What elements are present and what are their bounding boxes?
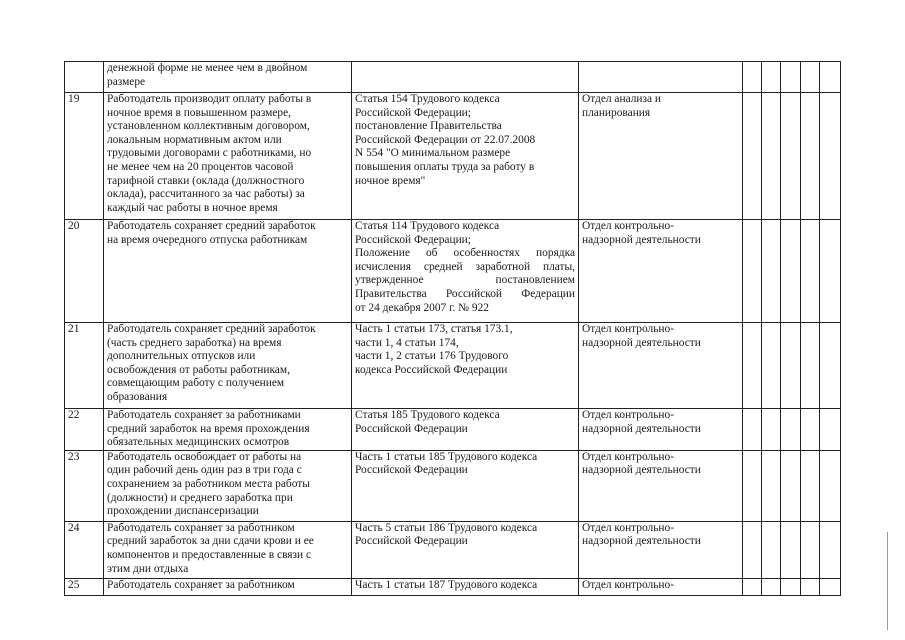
text-line: повышения оплаты труда за работу в — [355, 160, 535, 173]
text-line: размере — [107, 75, 146, 88]
text-line: Положение об особенностях порядка — [355, 247, 575, 260]
check-cell — [801, 409, 820, 451]
check-cell — [820, 409, 841, 451]
text-line: надзорной деятельности — [582, 422, 701, 435]
text-line: (должности) и среднего заработка при — [107, 491, 293, 504]
text-line: Работодатель сохраняет средний заработок — [107, 220, 316, 232]
check-cell — [801, 62, 820, 93]
check-cell — [781, 62, 801, 93]
table-row — [65, 323, 841, 409]
text-line: средний заработок за дни сдачи крови и ее — [107, 535, 314, 548]
check-cell — [820, 521, 841, 578]
check-cell — [762, 409, 781, 451]
text-line: прохождении диспансеризации — [107, 505, 259, 518]
text-line: надзорной деятельности — [582, 336, 701, 349]
text-line: совмещающим работу с получением — [107, 377, 285, 390]
check-cell — [781, 450, 801, 521]
text-line: Работодатель сохраняет за работниками — [107, 409, 301, 421]
text-line: Работодатель сохраняет средний заработок — [107, 323, 316, 335]
row-number: 24 — [65, 521, 104, 578]
text-line: на время очередного отпуска работникам — [107, 233, 308, 246]
check-cell — [781, 220, 801, 323]
check-cell — [801, 220, 820, 323]
check-cell — [781, 93, 801, 220]
text-line: Российской Федерации; — [355, 233, 471, 246]
text-line: исчисления средней заработной платы, — [355, 260, 575, 273]
check-cell — [743, 450, 762, 521]
text-line: один рабочий день один раз в три года с — [107, 464, 302, 477]
check-cell — [820, 93, 841, 220]
legal-basis-cell — [352, 521, 579, 578]
table-row — [65, 62, 841, 93]
text-line: утвержденное постановлением — [355, 274, 575, 287]
check-cell — [820, 62, 841, 93]
table-row — [65, 578, 841, 595]
text-line: N 554 "О минимальном размере — [355, 147, 511, 160]
page-edge-line — [887, 532, 888, 630]
text-line: Работодатель производит оплату работы в — [107, 93, 312, 105]
check-cell — [762, 521, 781, 578]
text-line: сохранением за работником места работы — [107, 477, 310, 490]
check-cell — [762, 220, 781, 323]
text-line: Отдел контрольно- — [582, 323, 675, 335]
requirement-cell — [104, 578, 352, 595]
check-cell — [743, 323, 762, 409]
check-cell — [743, 62, 762, 93]
text-line: Статья 185 Трудового кодекса — [355, 409, 500, 421]
text-line: Статья 154 Трудового кодекса — [355, 93, 500, 105]
text-line: от 24 декабря 2007 г. № 922 — [355, 301, 489, 314]
text-line: постановление Правительства — [355, 120, 502, 133]
text-line: Отдел контрольно- — [582, 409, 675, 421]
requirement-cell — [104, 62, 352, 93]
responsible-department-cell — [579, 220, 743, 323]
check-cell — [762, 578, 781, 595]
text-line: Работодатель освобождает от работы на — [107, 450, 302, 463]
table-row — [65, 409, 841, 451]
text-line: освобождения от работы работникам, — [107, 363, 290, 376]
text-line: кодекса Российской Федерации — [355, 363, 508, 376]
text-line: Часть 5 статьи 186 Трудового кодекса — [355, 521, 538, 534]
responsible-department-cell — [579, 521, 743, 578]
text-line: надзорной деятельности — [582, 535, 701, 548]
row-number: 21 — [65, 323, 104, 409]
text-line: части 1, 2 статьи 176 Трудового — [355, 350, 509, 363]
text-line: ночное время в повышенном размере, — [107, 106, 292, 119]
check-cell — [801, 323, 820, 409]
check-cell — [820, 323, 841, 409]
responsible-department-cell — [579, 409, 743, 451]
requirement-cell — [104, 323, 352, 409]
check-cell — [820, 450, 841, 521]
row-number: 19 — [65, 93, 104, 220]
table-row — [65, 521, 841, 578]
legal-basis-cell — [352, 62, 579, 93]
legal-basis-cell — [352, 220, 579, 323]
row-number: 23 — [65, 450, 104, 521]
legal-basis-cell — [352, 409, 579, 451]
text-line: Российской Федерации — [355, 422, 468, 435]
text-line: Российской Федерации; — [355, 106, 471, 119]
text-line: Российской Федерации — [355, 535, 468, 548]
check-cell — [743, 409, 762, 451]
text-line: ночное время" — [355, 174, 426, 187]
text-line: Отдел анализа и — [582, 93, 662, 105]
responsible-department-cell — [579, 323, 743, 409]
check-cell — [820, 578, 841, 595]
text-line: надзорной деятельности — [582, 464, 701, 477]
text-line: части 1, 4 статьи 174, — [355, 336, 459, 349]
check-cell — [781, 578, 801, 595]
text-line: Российской Федерации — [355, 464, 468, 477]
table-body — [65, 62, 841, 596]
text-line: этим дни отдыха — [107, 562, 189, 575]
text-line: Работодатель сохраняет за работником — [107, 578, 295, 591]
check-cell — [762, 450, 781, 521]
check-cell — [743, 521, 762, 578]
text-line: Отдел контрольно- — [582, 578, 675, 591]
text-line: Работодатель сохраняет за работником — [107, 521, 295, 534]
check-cell — [781, 521, 801, 578]
text-line: обязательных медицинских осмотров — [107, 436, 290, 449]
text-line: локальным нормативным актом или — [107, 133, 282, 146]
text-line: Часть 1 статьи 187 Трудового кодекса — [355, 578, 538, 591]
check-cell — [743, 578, 762, 595]
text-line: тарифной ставки (оклада (должностного — [107, 174, 305, 187]
row-number: 22 — [65, 409, 104, 451]
check-cell — [762, 323, 781, 409]
text-line: Отдел контрольно- — [582, 450, 675, 463]
text-line: Часть 1 статьи 185 Трудового кодекса — [355, 450, 538, 463]
responsible-department-cell — [579, 93, 743, 220]
text-line: не менее чем на 20 процентов часовой — [107, 160, 294, 173]
check-cell — [762, 93, 781, 220]
check-cell — [801, 450, 820, 521]
check-cell — [762, 62, 781, 93]
legal-basis-cell — [352, 323, 579, 409]
check-cell — [743, 220, 762, 323]
text-line: Отдел контрольно- — [582, 220, 675, 232]
table-row — [65, 93, 841, 220]
text-line: дополнительных отпусков или — [107, 350, 256, 363]
check-cell — [743, 93, 762, 220]
text-line: Российской Федерации от 22.07.2008 — [355, 133, 536, 146]
text-line: образования — [107, 390, 168, 403]
table-row — [65, 220, 841, 323]
text-line: компонентов и предоставленные в связи с — [107, 548, 312, 561]
responsible-department-cell — [579, 62, 743, 93]
check-cell — [781, 409, 801, 451]
check-cell — [801, 93, 820, 220]
responsible-department-cell — [579, 578, 743, 595]
row-number: 25 — [65, 578, 104, 595]
legal-basis-cell — [352, 450, 579, 521]
legal-basis-cell — [352, 578, 579, 595]
requirement-cell — [104, 409, 352, 451]
responsible-department-cell — [579, 450, 743, 521]
text-line: Часть 1 статьи 173, статья 173.1, — [355, 323, 513, 335]
text-line: денежной форме не менее чем в двойном — [107, 62, 308, 74]
text-line: Статья 114 Трудового кодекса — [355, 220, 500, 232]
check-cell — [801, 578, 820, 595]
requirements-table — [64, 61, 841, 596]
text-line: Правительства Российской Федерации — [355, 287, 575, 300]
text-line: средний заработок на время прохождения — [107, 422, 310, 435]
requirement-cell — [104, 220, 352, 323]
text-line: установленном коллективным договором, — [107, 120, 310, 133]
row-number — [65, 62, 104, 93]
requirement-cell — [104, 450, 352, 521]
row-number: 20 — [65, 220, 104, 323]
requirement-cell — [104, 93, 352, 220]
text-line: (часть среднего заработка) на время — [107, 336, 282, 349]
check-cell — [820, 220, 841, 323]
text-line: оклада), рассчитанного за час работы) за — [107, 188, 305, 201]
legal-basis-cell — [352, 93, 579, 220]
check-cell — [781, 323, 801, 409]
text-line: планирования — [582, 106, 651, 119]
text-line: Отдел контрольно- — [582, 521, 675, 534]
text-line: трудовыми договорами с работниками, но — [107, 147, 312, 160]
text-line: каждый час работы в ночное время — [107, 201, 278, 214]
text-line: надзорной деятельности — [582, 233, 701, 246]
table-row — [65, 450, 841, 521]
requirement-cell — [104, 521, 352, 578]
check-cell — [801, 521, 820, 578]
